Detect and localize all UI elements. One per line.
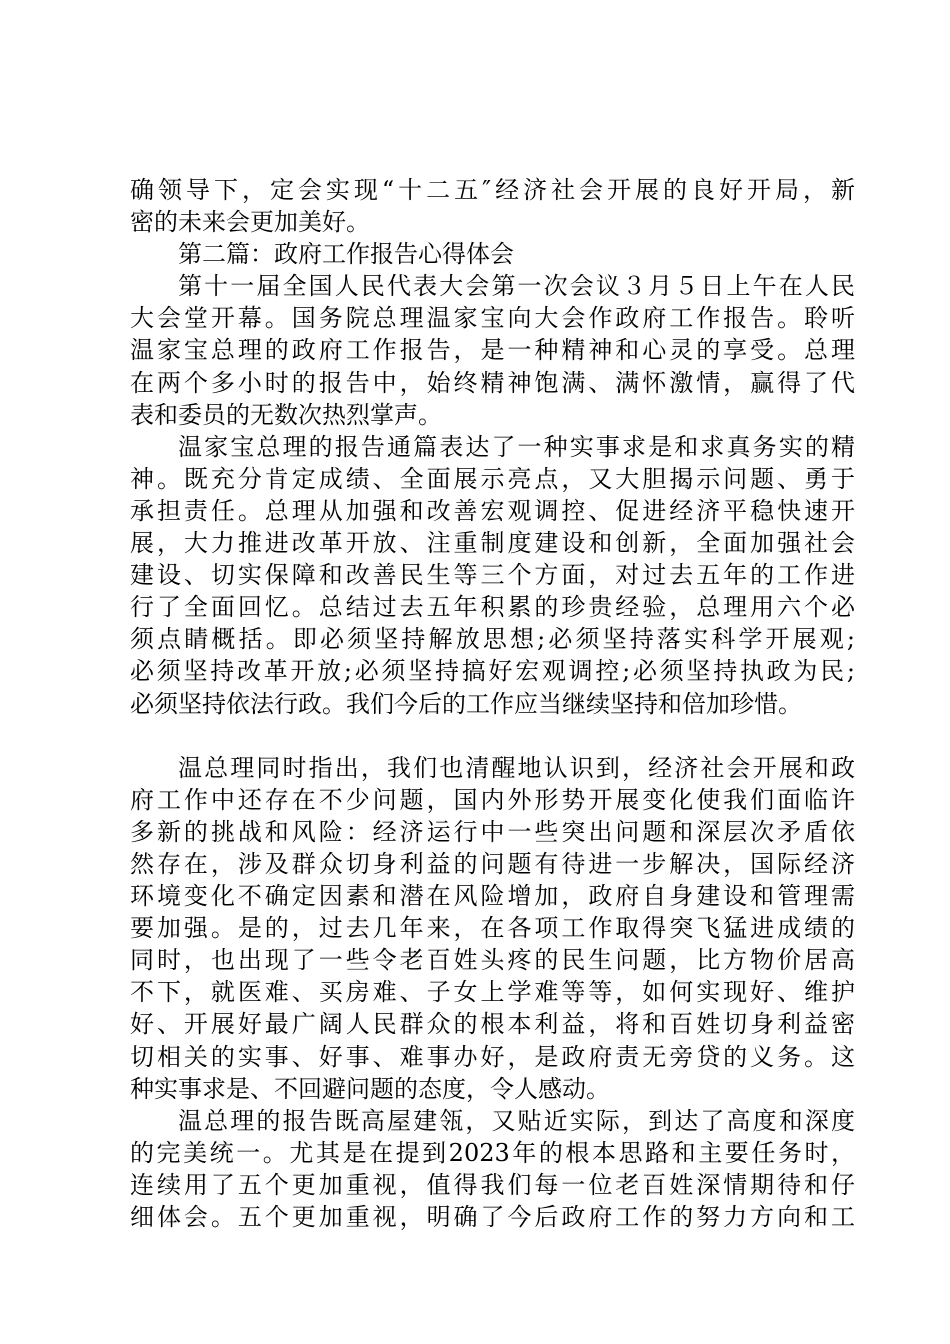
paragraph-opening [130,270,855,430]
text-line: 府工作中还存在不少问题，国内外形势开展变化使我们面临许 [130,785,855,814]
text-line: 同时，也出现了一些令老百姓头疼的民生问题，比方物价居高 [130,946,855,975]
text-line: 的完美统一。尤其是在提到2023年的根本思路和主要任务时， [130,1138,855,1167]
text-line: 建设、切实保障和改善民生等三个方面，对过去五年的工作进 [130,561,855,590]
text-line: 第十一届全国人民代表大会第一次会议３月５日上午在人民 [178,272,855,301]
document-page [130,174,855,1233]
text-line: 温总理同时指出，我们也清醒地认识到，经济社会开展和政 [178,753,855,782]
text-line: 温总理的报告既高屋建瓴，又贴近实际，到达了高度和深度 [178,1106,855,1135]
heading-line: 第二篇：政府工作报告心得体会 [178,240,514,269]
text-line: 连续用了五个更加重视，值得我们每一位老百姓深情期待和仔 [130,1170,855,1199]
section-heading [130,238,855,270]
text-line: 然存在，涉及群众切身利益的问题有待进一步解决，国际经济 [130,849,855,878]
text-line: 要加强。是的，过去几年来，在各项工作取得突飞猛进成绩的 [130,914,855,943]
text-line: 必须坚持改革开放;必须坚持搞好宏观调控;必须坚持执政为民; [130,657,855,686]
text-line: 在两个多小时的报告中，始终精神饱满、满怀激情，赢得了代 [130,368,855,397]
text-line: 多新的挑战和风险：经济运行中一些突出问题和深层次矛盾依 [130,817,855,846]
text-line: 表和委员的无数次热烈掌声。 [130,400,442,429]
paragraph-five-emphases [130,1105,855,1233]
text-line: 神。既充分肯定成绩、全面展示亮点，又大胆揭示问题、勇于 [130,464,855,493]
text-line: 必须坚持依法行政。我们今后的工作应当继续坚持和倍加珍惜。 [130,689,802,718]
text-line: 不下，就医难、买房难、子女上学难等等，如何实现好、维护 [130,978,855,1007]
paragraph-spirit [130,431,855,720]
text-line: 行了全面回忆。总结过去五年积累的珍贵经验，总理用六个必 [130,593,855,622]
text-line: 温家宝总理的政府工作报告，是一种精神和心灵的享受。总理 [130,336,855,365]
text-line: 须点睛概括。即必须坚持解放思想;必须坚持落实科学开展观; [130,625,855,654]
blank-line [130,720,855,752]
text-line: 细体会。五个更加重视，明确了今后政府工作的努力方向和工 [130,1203,855,1231]
paragraph-closing-previous [130,174,855,238]
text-line: 种实事求是、不回避问题的态度，令人感动。 [130,1074,610,1103]
text-line: 确领导下，定会实现“十二五″经济社会开展的良好开局，新 [130,176,855,204]
text-line: 大会堂开幕。国务院总理温家宝向大会作政府工作报告。聆听 [130,304,855,333]
text-line: 温家宝总理的报告通篇表达了一种实事求是和求真务实的精 [178,432,855,461]
text-line: 承担责任。总理从加强和改善宏观调控、促进经济平稳快速开 [130,496,855,525]
text-line: 切相关的实事、好事、难事办好，是政府责无旁贷的义务。这 [130,1042,855,1071]
paragraph-problems [130,752,855,1105]
text-line: 展，大力推进改革开放、注重制度建设和创新，全面加强社会 [130,529,855,558]
text-line: 好、开展好最广阔人民群众的根本利益，将和百姓切身利益密 [130,1010,855,1039]
text-line: 密的未来会更加美好。 [130,208,370,237]
text-line: 环境变化不确定因素和潜在风险增加，政府自身建设和管理需 [130,882,855,911]
